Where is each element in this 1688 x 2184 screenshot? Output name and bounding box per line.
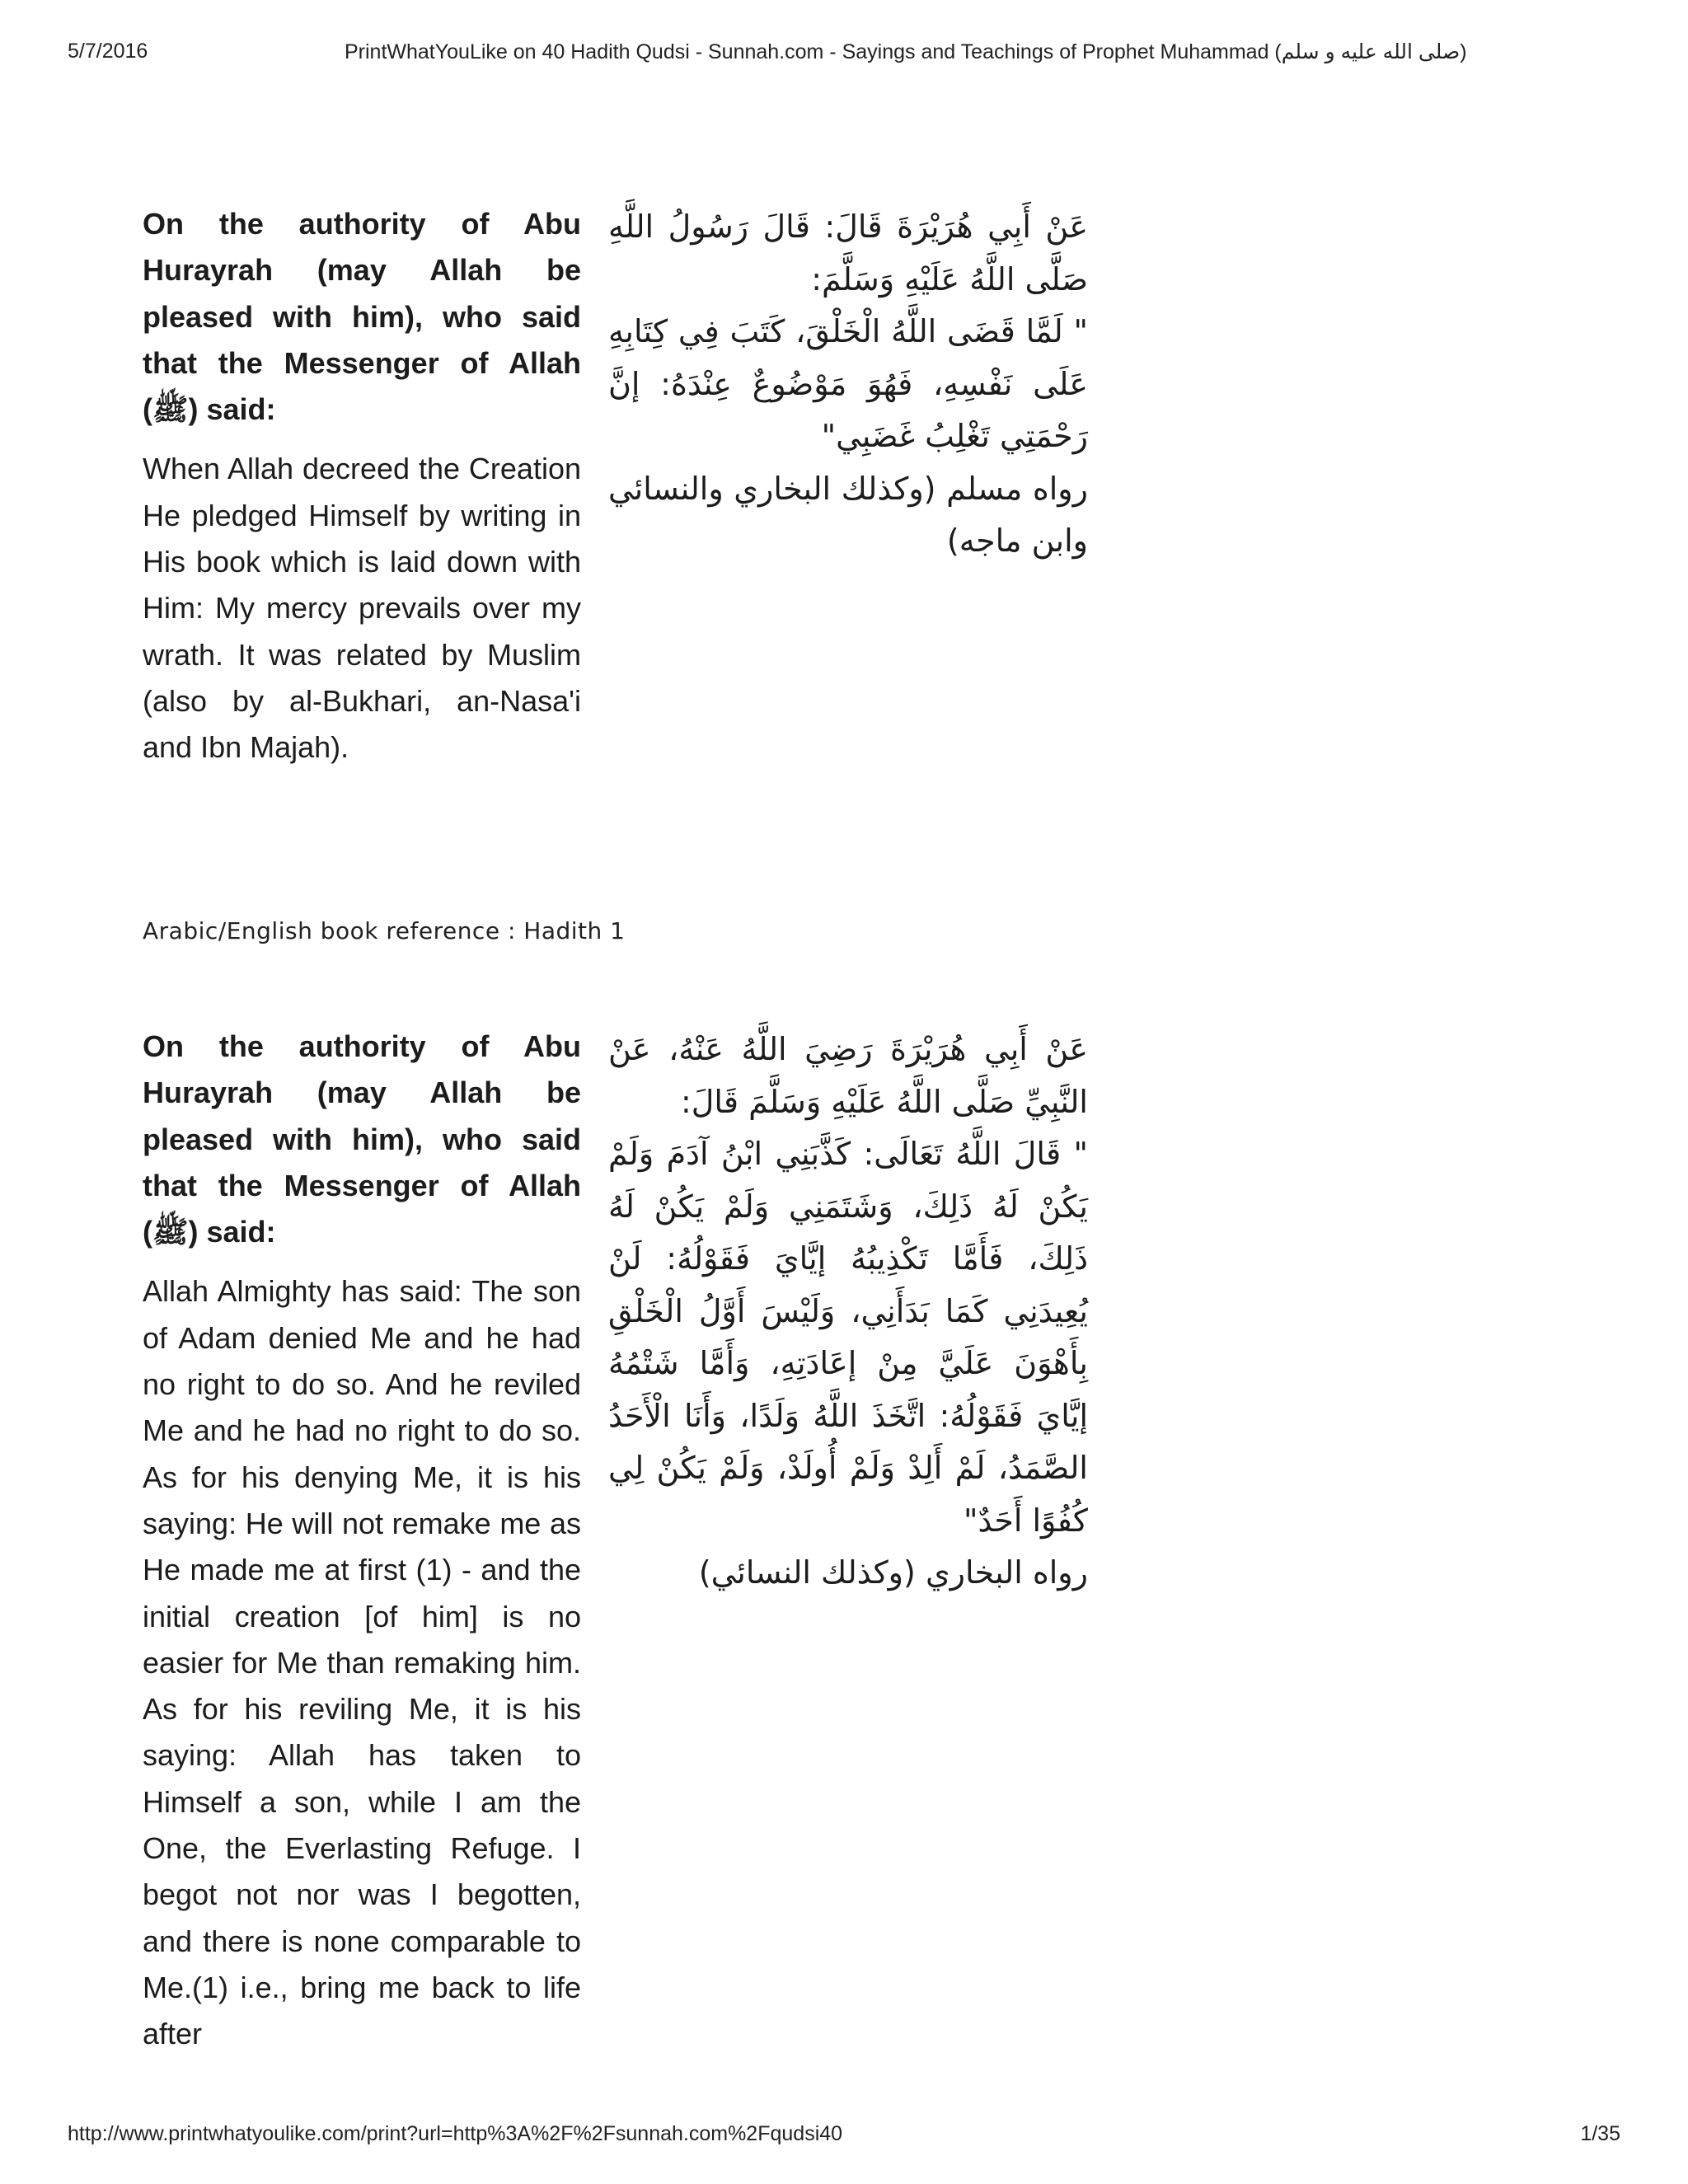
print-title: PrintWhatYouLike on 40 Hadith Qudsi - Sunnah.com - Sayings and Teachings of Prophet Muhammad (صلى الله عليه و سلم): [345, 40, 1467, 63]
page-number: 1/35: [1580, 2122, 1620, 2145]
print-date: 5/7/2016: [68, 40, 148, 63]
english-translation: [143, 201, 581, 771]
arabic-text: [608, 201, 1088, 568]
print-header: [68, 40, 1620, 73]
arabic-reference: رواه مسلم (وكذلك البخاري والنسائي وابن ماجه): [608, 470, 1088, 559]
narrator-intro: On the authority of Abu Hurayrah (may Allah be pleased with him), who said that the Messenger of Allah (ﷺ) said:: [143, 1029, 581, 1249]
arabic-matn: عَنْ أَبِي هُرَيْرَةَ رَضِيَ اللَّهُ عَنْهُ، عَنْ النَّبِيِّ صَلَّى اللَّهُ عَلَيْهِ وَسَلَّمَ قَالَ: " قَالَ اللَّهُ تَعَالَى: كَذَّبَنِي ابْنُ آدَمَ وَلَمْ يَكُنْ لَهُ ذَلِكَ، وَشَتَمَنِي وَلَمْ يَكُنْ لَهُ ذَلِكَ، فَأَمَّا تَكْذِيبُهُ إيَّايَ فَقَوْلُهُ: لَنْ يُعِيدَنِي كَمَا بَدَأَنِي، وَلَيْسَ أَوَّلُ الْخَلْقِ بِأَهْوَنَ عَلَيَّ مِنْ إعَادَتِهِ، وَأَمَّا شَتْمُهُ إيَّايَ فَقَوْلُهُ: اتَّخَذَ اللَّهُ وَلَدًا، وَأَنَا الْأَحَدُ الصَّمَدُ، لَمْ أَلِدْ وَلَمْ أُولَدْ، وَلَمْ يَكُنْ لِي كُفُوًا أَحَدٌ": [608, 1031, 1088, 1539]
book-reference: Arabic/English book reference : Hadith 1: [143, 917, 626, 944]
narrator-intro: On the authority of Abu Hurayrah (may Allah be pleased with him), who said that the Messenger of Allah (ﷺ) said:: [143, 207, 581, 427]
arabic-reference: رواه البخاري (وكذلك النسائي): [698, 1554, 1088, 1591]
english-text: Allah Almighty has said: The son of Adam denied Me and he had no right to do so. And he reviled Me and he had no right to do so. As for his denying Me, it is his saying: He will not remake me as He made me at first (1) - and the initial creation [of him] is no easier for Me than remaking him. As for his reviling Me, it is his saying: Allah has taken to Himself a son, while I am the One, the Everlasting Refuge. I begot not nor was I begotten, and there is none comparable to Me.(1) i.e., bring me back to life after: [143, 1274, 581, 2051]
print-footer: [68, 2122, 1620, 2155]
english-translation: [143, 1024, 581, 2058]
arabic-text: [608, 1024, 1088, 1600]
arabic-matn: عَنْ أَبِي هُرَيْرَةَ قَالَ: قَالَ رَسُولُ اللَّهِ صَلَّى اللَّهُ عَلَيْهِ وَسَلَّمَ: " لَمَّا قَضَى اللَّهُ الْخَلْقَ، كَتَبَ فِي كِتَابِهِ عَلَى نَفْسِهِ، فَهُوَ مَوْضُوعٌ عِنْدَهُ: إنَّ رَحْمَتِي تَغْلِبُ غَضَبِي": [608, 209, 1088, 454]
english-text: When Allah decreed the Creation He pledged Himself by writing in His book which is laid down with Him: My mercy prevails over my wrath. It was related by Muslim (also by al-Bukhari, an-Nasa'i and Ibn Majah).: [143, 452, 581, 765]
footer-url: http://www.printwhatyoulike.com/print?url=http%3A%2F%2Fsunnah.com%2Fqudsi40: [68, 2122, 843, 2145]
